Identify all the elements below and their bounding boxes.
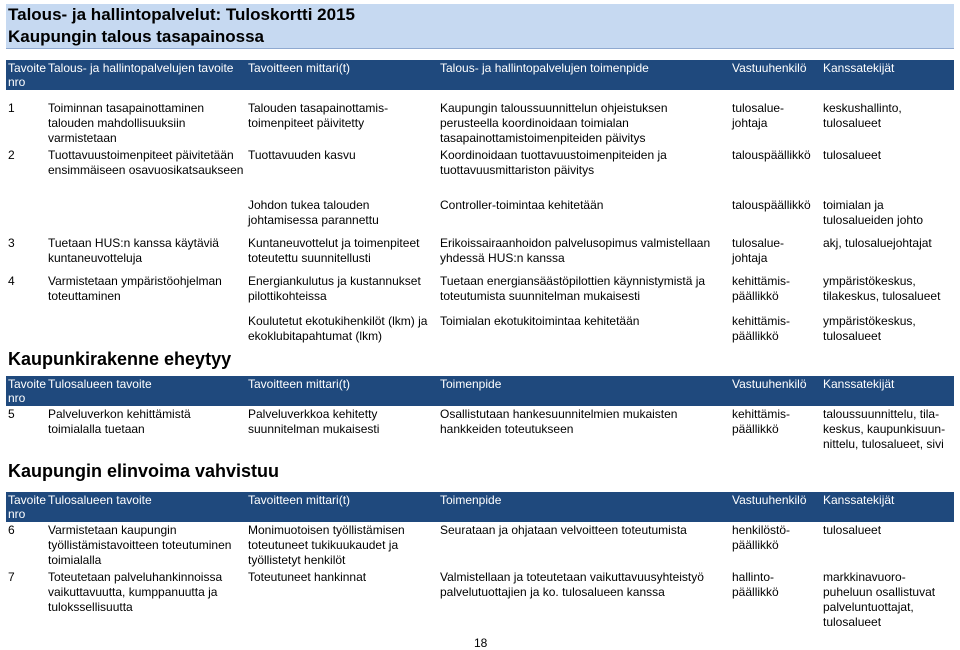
cell-tavoite: Tuetaan HUS:n kanssa käytäviä kuntaneuvotteluja	[48, 236, 219, 265]
cell-toimenpide: Tuetaan energiansäästöpilottien käynnistymistä ja toteutumista suunnitelman mukaisesti	[440, 274, 706, 303]
cell-toimenpide: Valmistellaan ja toteutetaan vaikuttavuusyhteistyö palvelutuottajien ja ko. tulosalueen kanssa	[440, 570, 704, 599]
header-tavoite: Tulosalueen tavoite	[46, 376, 246, 406]
cell-vastuuhenkilo: kehittämis-päällikkö	[732, 314, 791, 343]
cell-vastuuhenkilo: kehittämis-päällikkö	[732, 274, 791, 303]
table-row	[6, 100, 954, 147]
cell-nro: 7	[8, 570, 15, 584]
header-tavoite: Tulosalueen tavoite	[46, 492, 246, 522]
cell-nro: 3	[8, 236, 15, 250]
cell-nro: 2	[8, 148, 15, 162]
document-title: Talous- ja hallintopalvelut: Tuloskortti 2015	[8, 5, 355, 24]
header-toimenpide: Talous- ja hallintopalvelujen toimenpide	[438, 60, 730, 90]
cell-mittari: Kuntaneuvottelut ja toimenpiteet toteutettu suunnitellusti	[248, 236, 420, 265]
cell-vastuuhenkilo: talouspäällikkö	[732, 198, 811, 212]
cell-vastuuhenkilo: tulosalue-johtaja	[732, 101, 785, 130]
header-toimenpide: Toimenpide	[438, 492, 730, 522]
cell-nro: 1	[8, 101, 15, 115]
cell-kanssatekijat: toimialan ja tulosalueiden johto	[823, 198, 924, 227]
cell-toimenpide: Toimialan ekotukitoimintaa kehitetään	[440, 314, 640, 328]
header-mittari: Tavoitteen mittari(t)	[246, 492, 438, 522]
document-header	[6, 4, 954, 49]
document-subtitle: Kaupungin talous tasapainossa	[8, 27, 264, 46]
header-vastuuhenkilo: Vastuuhenkilö	[730, 60, 821, 90]
cell-tavoite: Toteutetaan palveluhankinnoissa vaikuttavuutta, kumppanuutta ja tulokssellisuutta	[48, 570, 223, 614]
header-tavoite-nro: Tavoite nro	[8, 377, 47, 405]
cell-mittari: Koulutetut ekotukihenkilöt (lkm) ja ekoklubitapahtumat (lkm)	[248, 314, 428, 343]
table-row	[6, 273, 954, 313]
cell-toimenpide: Seurataan ja ohjataan velvoitteen toteutumista	[440, 523, 687, 537]
cell-vastuuhenkilo: henkilöstö-päällikkö	[732, 523, 791, 552]
cell-mittari: Toteutuneet hankinnat	[248, 570, 367, 584]
cell-tavoite	[46, 313, 246, 345]
table-row	[6, 313, 954, 345]
cell-vastuuhenkilo: hallinto-päällikkö	[732, 570, 779, 599]
header-kanssatekijat: Kanssatekijät	[821, 492, 954, 522]
header-toimenpide: Toimenpide	[438, 376, 730, 406]
cell-vastuuhenkilo: talouspäällikkö	[732, 148, 811, 162]
header-vastuuhenkilo: Vastuuhenkilö	[730, 376, 821, 406]
cell-tavoite: Palveluverkon kehittämistä toimialalla tuetaan	[48, 407, 191, 436]
cell-mittari: Energiankulutus ja kustannukset pilottikohteissa	[248, 274, 421, 303]
table-row	[6, 147, 954, 197]
cell-kanssatekijat: keskushallinto, tulosalueet	[823, 101, 902, 130]
cell-tavoite	[46, 197, 246, 235]
cell-kanssatekijat: taloussuunnittelu, tila-keskus, kaupunkisuun-nittelu, tulosalueet, sivi	[823, 407, 946, 451]
table-row	[6, 522, 954, 569]
cell-tavoite: Varmistetaan ympäristöohjelman toteuttaminen	[48, 274, 222, 303]
header-kanssatekijat: Kanssatekijät	[821, 376, 954, 406]
table-row	[6, 197, 954, 235]
cell-mittari: Palveluverkkoa kehitetty suunnitelman mukaisesti	[248, 407, 380, 436]
cell-toimenpide: Osallistutaan hankesuunnitelmien mukaisten hankkeiden toteutukseen	[440, 407, 678, 436]
section-heading-kaupunkirakenne: Kaupunkirakenne eheytyy	[8, 349, 232, 369]
cell-toimenpide: Kaupungin taloussuunnittelun ohjeistuksen perusteella koordinoidaan toimialan tasapainottamistoimenpiteiden päivitys	[440, 101, 668, 145]
cell-nro	[6, 313, 46, 345]
cell-nro: 6	[8, 523, 15, 537]
cell-vastuuhenkilo: kehittämis-päällikkö	[732, 407, 791, 436]
cell-tavoite: Varmistetaan kaupungin työllistämistavoitteen toteutuminen toimialalla	[48, 523, 232, 567]
cell-kanssatekijat: ympäristökeskus, tulosalueet	[823, 314, 916, 343]
cell-nro: 5	[8, 407, 15, 421]
cell-toimenpide: Koordinoidaan tuottavuustoimenpiteiden ja tuottavuusmittariston päivitys	[440, 148, 667, 177]
cell-nro: 4	[8, 274, 15, 288]
cell-nro	[6, 197, 46, 235]
table-header-row	[6, 376, 954, 406]
header-tavoite-nro: Tavoite nro	[8, 493, 47, 521]
cell-kanssatekijat: markkinavuoro-puheluun osallistuvat palveluntuottajat, tulosalueet	[823, 570, 936, 629]
header-tavoite: Talous- ja hallintopalvelujen tavoite	[46, 60, 246, 90]
cell-toimenpide: Controller-toimintaa kehitetään	[440, 198, 604, 212]
table-elinvoima	[6, 492, 954, 631]
cell-mittari: Monimuotoisen työllistämisen toteutuneet tukikuukaudet ja työllistetyt henkilöt	[248, 523, 405, 567]
header-tavoite-nro: Tavoite nro	[8, 61, 47, 89]
cell-kanssatekijat: tulosalueet	[823, 523, 882, 537]
cell-kanssatekijat: akj, tulosaluejohtajat	[823, 236, 932, 250]
cell-tavoite: Toiminnan tasapainottaminen talouden mahdollisuuksiin varmistetaan	[48, 101, 205, 145]
table-header-row	[6, 492, 954, 522]
cell-vastuuhenkilo: tulosalue-johtaja	[732, 236, 785, 265]
table-row	[6, 569, 954, 631]
table-row	[6, 406, 954, 453]
header-mittari: Tavoitteen mittari(t)	[246, 376, 438, 406]
cell-toimenpide: Erikoissairaanhoidon palvelusopimus valmistellaan yhdessä HUS:n kanssa	[440, 236, 711, 265]
cell-kanssatekijat: tulosalueet	[823, 148, 882, 162]
table-row	[6, 235, 954, 273]
section-heading-elinvoima: Kaupungin elinvoima vahvistuu	[8, 461, 280, 481]
header-kanssatekijat: Kanssatekijät	[821, 60, 954, 90]
table-talous	[6, 60, 954, 345]
table-header-row	[6, 60, 954, 90]
cell-mittari: Johdon tukea talouden johtamisessa parannettu	[248, 198, 379, 227]
header-vastuuhenkilo: Vastuuhenkilö	[730, 492, 821, 522]
cell-kanssatekijat: ympäristökeskus, tilakeskus, tulosalueet	[823, 274, 941, 303]
page-number: 18	[474, 636, 488, 650]
cell-mittari: Tuottavuuden kasvu	[248, 148, 356, 162]
cell-tavoite: Tuottavuustoimenpiteet päivitetään ensimmäiseen osavuosikatsaukseen	[48, 148, 244, 177]
table-kaupunkirakenne	[6, 376, 954, 453]
header-mittari: Tavoitteen mittari(t)	[246, 60, 438, 90]
cell-mittari: Talouden tasapainottamis-toimenpiteet päivitetty	[248, 101, 389, 130]
